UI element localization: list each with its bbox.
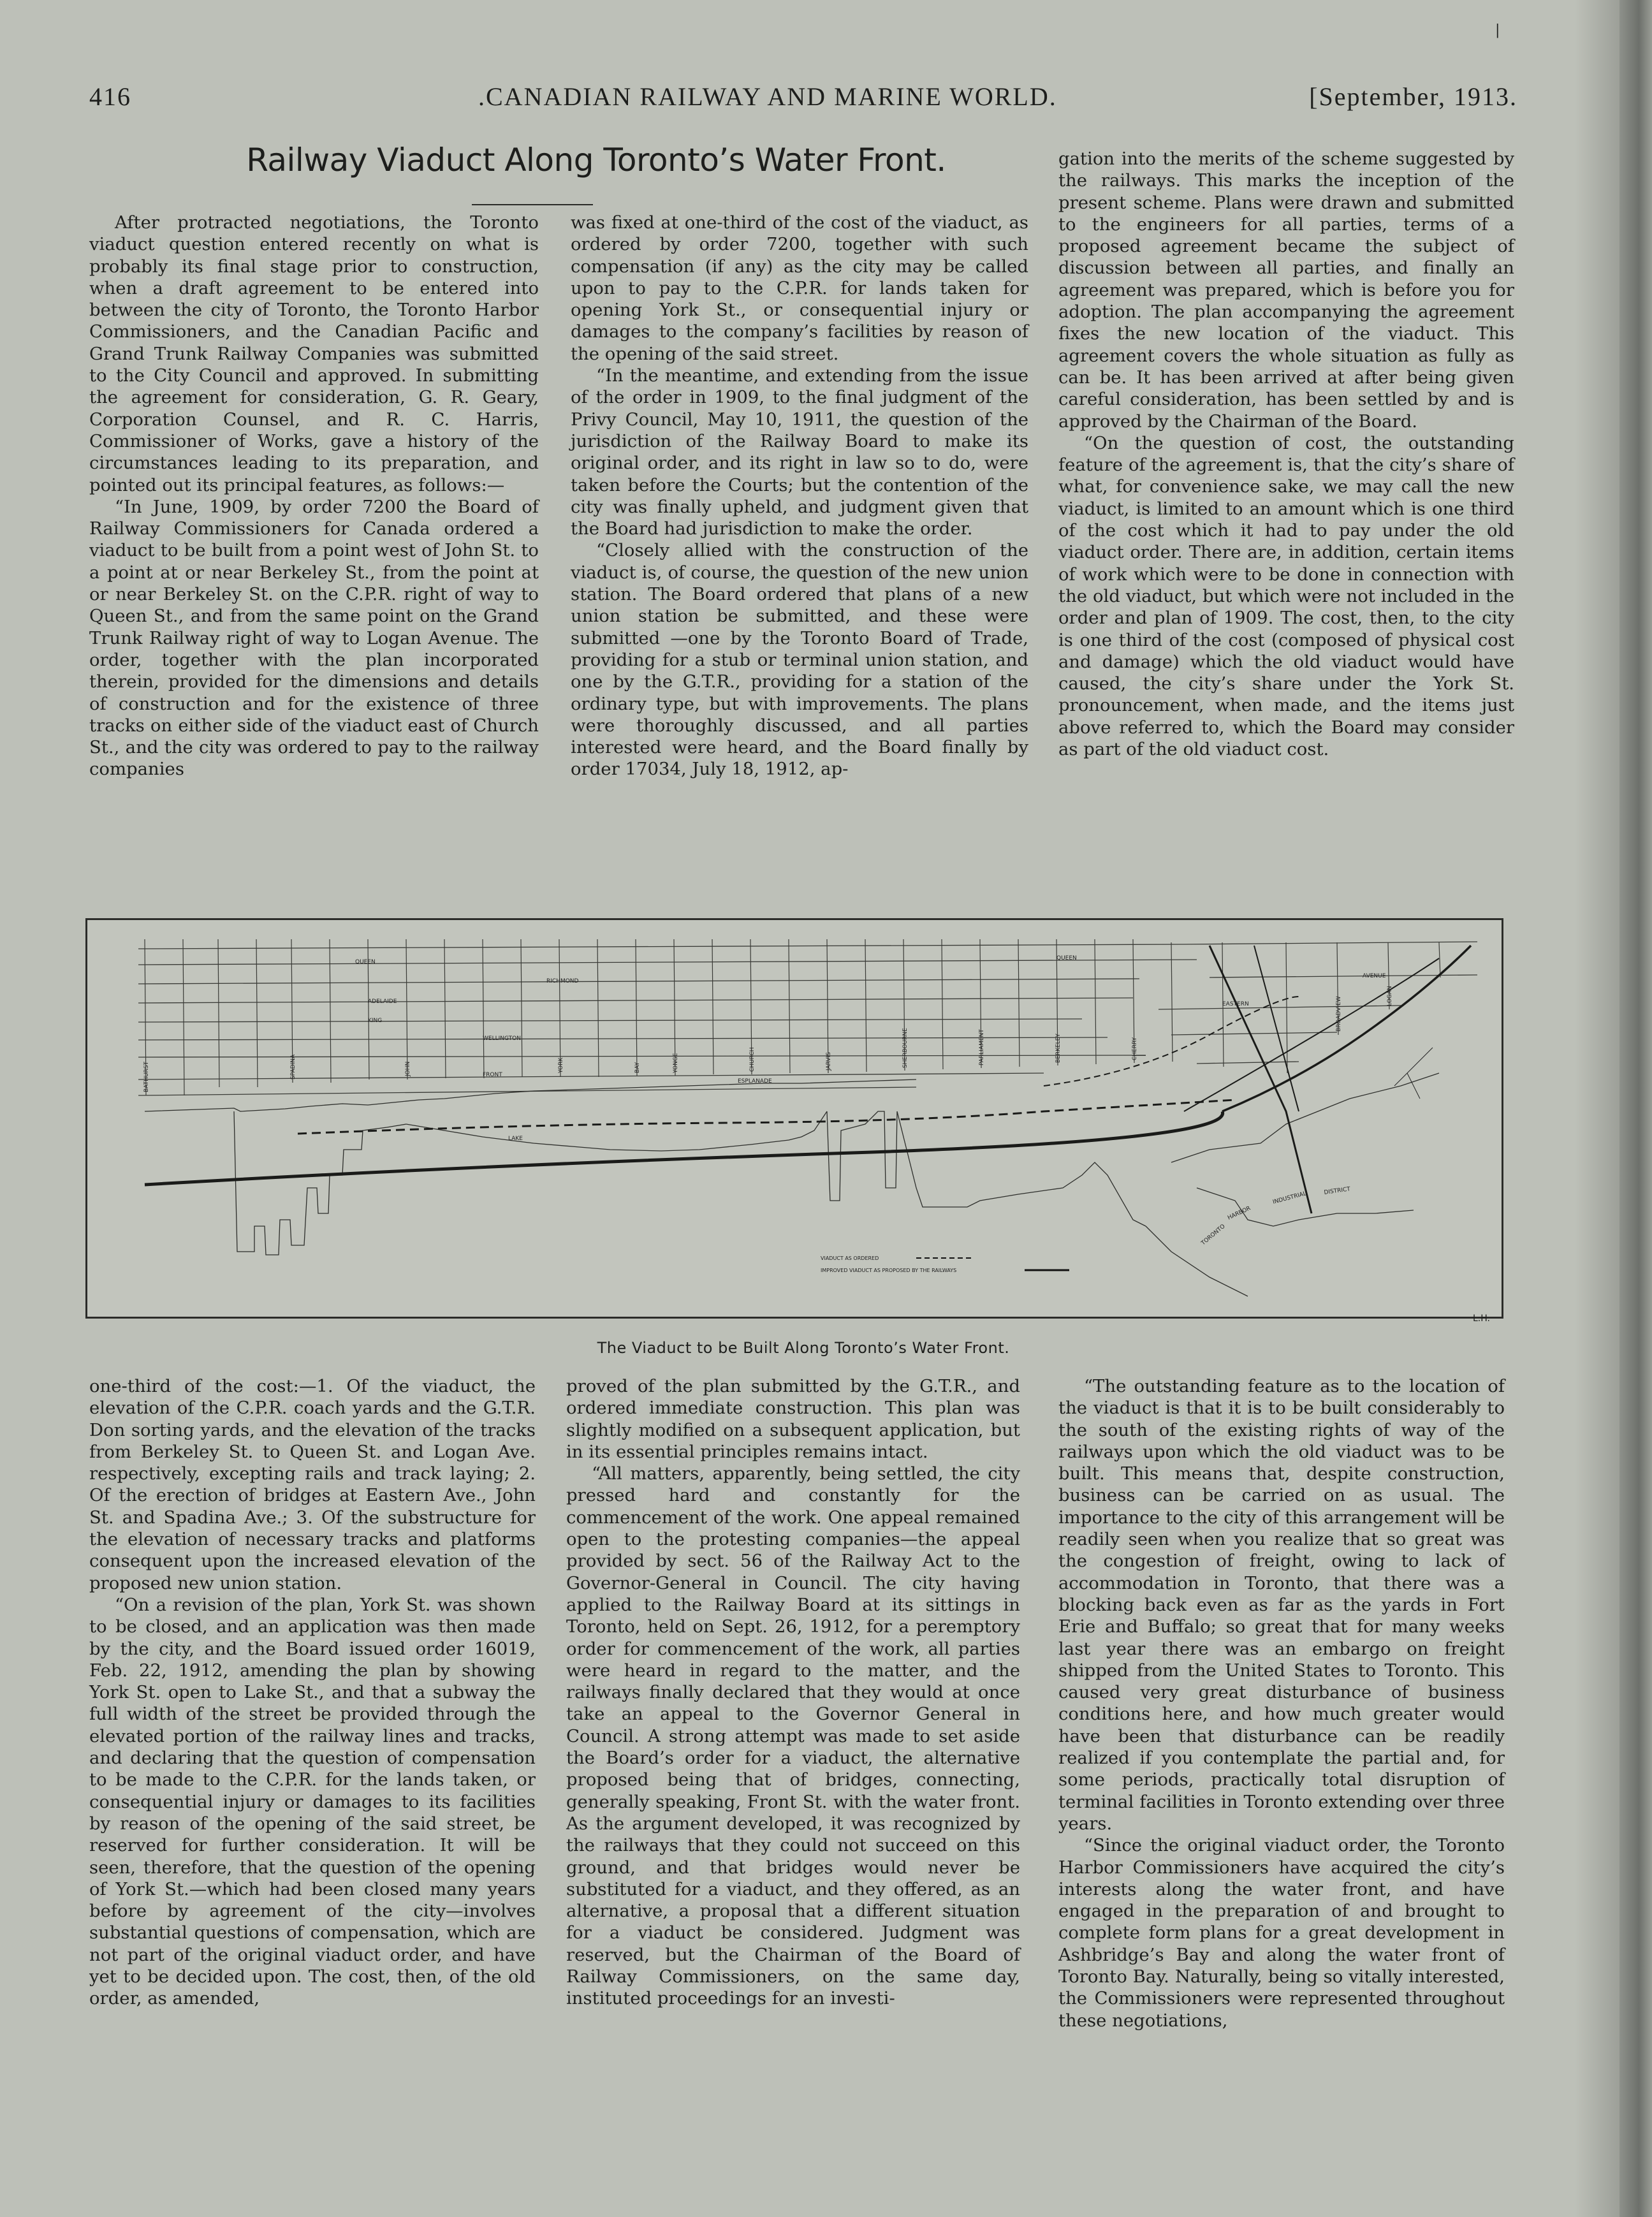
street-line xyxy=(138,1073,1044,1079)
street-label: CHERRY xyxy=(1132,1037,1138,1060)
column-top-middle xyxy=(571,212,1028,780)
street-label: DISTRICT xyxy=(1324,1186,1351,1196)
binding-gutter xyxy=(1619,0,1652,2217)
figure-caption: The Viaduct to be Built Along Toronto’s Water Front. xyxy=(597,1339,1010,1357)
street-label: TORONTO xyxy=(1200,1223,1227,1247)
journal-title: .CANADIAN RAILWAY AND MARINE WORLD. xyxy=(478,82,1057,111)
paragraph: “All matters, apparently, being settled, the city pressed hard and constantly for the commencement of the work. One appeal remained open to the protesting companies—the appeal provided by sect. 56 of the Railway Act to the Governor-General in Council. The city having applied to the Railway Board at its sittings in Toronto, held on Sept. 26, 1912, for a peremptory order for commencement of the work, all parties were heard in regard to the matter, and the railways finally declared that they would at once take an appeal to the Governor General in Council. A strong attempt was made to set aside the Board’s order for a viaduct, the alternative proposed being that of bridges, connecting, generally speaking, Front St. with the water front. As the argument developed, it was recognized by the railways that they could not succeed on this ground, and that bridges would never be substituted for a viaduct, and they offered, as an alternative, a proposal that a different situation for a viaduct be considered. Judgment was reserved, but the Chairman of the Board of Railway Commissioners, on the same day, instituted proceedings for an investi- xyxy=(566,1463,1020,2009)
street-line xyxy=(183,939,184,1095)
rail-curve xyxy=(1184,958,1439,1111)
map-credit: L.H. xyxy=(1473,1313,1490,1324)
compass-mark xyxy=(1394,1048,1433,1099)
paragraph: was fixed at one-third of the cost of the viaduct, as ordered by order 7200, together with such compensation (if any) as the city may be called upon to pay to the C.P.R. for lands taken for opening York St., or consequential injury or damages to the company’s facilities by reason of the opening of the said street. xyxy=(571,212,1028,364)
cross-streets xyxy=(145,939,1440,1095)
street-line xyxy=(1286,942,1287,1073)
water-line xyxy=(406,1111,827,1151)
street-line xyxy=(138,979,1139,984)
street-line xyxy=(406,939,407,1079)
street-line xyxy=(483,939,484,1078)
street-label: INDUSTRIAL xyxy=(1272,1190,1308,1206)
paragraph: “In June, 1909, by order 7200 the Board of Railway Commissioners for Canada ordered a viaduct to be built from a point west of John St. to a point at or near Berkeley St., from the point at or near Berkeley St. on the C.P.R. right of way to Queen St., and from the same point on the Grand Trunk Railway right of way to Logan Avenue. The order, together with the plan incorporated therein, provided for the dimensions and details of construction and for the existence of three tracks on either side of the viaduct east of Church St., and the city was ordered to pay to the railway companies xyxy=(89,496,539,780)
street-label: LOGAN xyxy=(1387,986,1393,1006)
paragraph: one-third of the cost:—1. Of the viaduct, the elevation of the C.P.R. coach yards and the G.T.R. Don sorting yards, and the elevation of the tracks from Berkeley St. to Queen St. and Logan Ave. respectively, excepting rails and track laying; 2. Of the erection of bridges at Eastern Ave., John St. and Spadina Ave.; 3. Of the substructure for the elevation of necessary tracks and platforms consequent upon the increased elevation of the proposed new union station. xyxy=(89,1376,536,1593)
street-label: ESPLANADE xyxy=(738,1078,772,1085)
shore-line xyxy=(897,1111,1146,1226)
rail-north xyxy=(1210,946,1312,1213)
street-labels xyxy=(143,955,1393,1247)
street-label: HARBOR xyxy=(1227,1205,1252,1222)
street-label: SPADINA xyxy=(290,1054,296,1079)
street-line xyxy=(444,939,446,1078)
street-label: BROADVIEW xyxy=(1336,996,1342,1032)
shore-line xyxy=(145,1079,916,1111)
street-line xyxy=(1439,942,1440,977)
map-legend xyxy=(821,1255,1069,1273)
column-bottom-left xyxy=(89,1375,536,2010)
street-label: JARVIS xyxy=(826,1052,832,1071)
street-label: ADELAIDE xyxy=(368,999,397,1005)
street-line xyxy=(218,939,219,1087)
street-line xyxy=(942,939,943,1069)
column-bottom-middle xyxy=(566,1375,1020,2010)
street-line xyxy=(1171,1032,1337,1035)
ordered-viaduct-line xyxy=(298,1100,1235,1134)
street-label: KING xyxy=(368,1018,383,1024)
compass-cross xyxy=(1407,1073,1420,1099)
column-top-left xyxy=(89,212,539,780)
page-edge-shadow xyxy=(1575,0,1619,2217)
railway-tracks xyxy=(145,946,1471,1213)
paragraph: “On the question of cost, the outstanding feature of the agreement is, that the city’s share of what, for convenience sake, we may call the new viaduct, is limited to an amount which is one third of the cost which it had to pay under the old viaduct order. There are, in addition, certain items of work which were to be done in connection with the old viaduct, but which were not included in the order and plan of 1909. The cost, then, to the city is one third of the cost (composed of physical cost and damage) which the old viaduct would have caused, the city’s share under the York St. pronouncement, when made, and the items just above referred to, which the Board may consider as part of the old viaduct cost. xyxy=(1058,432,1514,760)
shore-line xyxy=(1146,1223,1248,1296)
street-line xyxy=(712,939,713,1074)
street-line xyxy=(1171,942,1173,1062)
corner-mark: | xyxy=(1495,22,1500,38)
street-label: WELLINGTON xyxy=(483,1035,521,1042)
street-line xyxy=(138,1037,1107,1040)
street-label: BATHURST xyxy=(143,1062,150,1092)
shore-line xyxy=(1171,1073,1439,1162)
street-grid xyxy=(138,942,1477,1095)
article-title: Railway Viaduct Along Toronto’s Water Front. xyxy=(246,142,946,179)
map-drawing xyxy=(87,920,1502,1317)
street-line xyxy=(138,1019,1082,1022)
column-top-right xyxy=(1058,148,1514,760)
street-line xyxy=(138,944,1184,949)
page-number: 416 xyxy=(89,82,131,111)
street-line xyxy=(636,939,637,1076)
street-label: QUEEN xyxy=(355,959,376,965)
street-line xyxy=(865,939,866,1072)
street-label: BERKELEY xyxy=(1055,1034,1062,1063)
street-label: FRONT xyxy=(483,1072,502,1078)
column-bottom-right xyxy=(1058,1375,1505,2031)
street-line xyxy=(789,939,790,1073)
street-line xyxy=(138,960,1197,965)
street-label: PARLIAMENT xyxy=(979,1029,985,1065)
legend-proposed-label: IMPROVED VIADUCT AS PROPOSED BY THE RAILWAYS xyxy=(821,1268,957,1273)
street-label: RICHMOND xyxy=(546,978,579,984)
street-label: YONGE xyxy=(673,1053,679,1073)
running-header xyxy=(89,82,1517,120)
paragraph: gation into the merits of the scheme suggested by the railways. This marks the inception of the present scheme. Plans were drawn and submitted to the engineers for all parties, terms of a proposed agreement became the subject of discussion between all parties, and finally an agreement was prepared, which is before you for adoption. The plan accompanying the agreement fixes the new location of the viaduct. This agreement covers the whole situation as fully as can be. It has been arrived at after being given careful consideration, has been settled by and is approved by the Chairman of the Board. xyxy=(1058,149,1514,432)
title-rule xyxy=(472,204,593,205)
paragraph: proved of the plan submitted by the G.T.R., and ordered immediate construction. This plan was slightly modified on a subsequent application, but in its essential principles remains intact. xyxy=(566,1376,1020,1462)
paragraph: “Since the original viaduct order, the Toronto Harbor Commissioners have acquired the city’s interests along the water front, and have engaged in the preparation of and brought to complete form plans for a great development in Ashbridge’s Bay and along the water front of Toronto Bay. Naturally, being so vitally interested, the Commissioners were represented throughout these negotiations, xyxy=(1058,1835,1505,2031)
paragraph: After protracted negotiations, the Toronto viaduct question entered recently on what is probably its final stage prior to construction, when a draft agreement to be entered into between the city of Toronto, the Toronto Harbor Commissioners, and the Canadian Pacific and Grand Trunk Railway Companies was submitted to the City Council and approved. In submitting the agreement for consideration, G. R. Geary, Corporation Counsel, and R. C. Harris, Commissioner of Works, gave a history of the circumstances leading to its preparation, and pointed out its principal features, as follows:— xyxy=(89,212,539,495)
street-line xyxy=(1197,1062,1299,1064)
viaduct-map xyxy=(85,918,1503,1319)
street-line xyxy=(256,939,258,1087)
shoreline xyxy=(145,1073,1439,1296)
paragraph: “The outstanding feature as to the location of the viaduct is that it is to be built considerably to the south of the existing rights of way of the railways upon which the old viaduct was to be built. This means that, despite construction, business can be carried on as usual. The importance to the city of this arrangement will be readily seen when you realize that so great was the congestion of freight, owing to lack of accommodation in Toronto, that there was a blocking back even as far as the yards in Fort Erie and Buffalo; so great that for many weeks last year there was an embargo on freight shipped from the United States to Toronto. This caused very great disturbance of business conditions here, and how much greater would have been that disturbance can be readily realized if you contemplate the partial and, for some periods, practically total disruption of terminal facilities in Toronto extending over three years. xyxy=(1058,1376,1505,1834)
rail-dashed xyxy=(1044,997,1299,1086)
compass-arrow xyxy=(1394,1048,1433,1086)
street-label: YORK xyxy=(558,1057,564,1073)
rail-curve xyxy=(1222,946,1471,1111)
street-line xyxy=(330,939,331,1083)
issue-date: [September, 1913. xyxy=(1309,82,1517,111)
paragraph: “On a revision of the plan, York St. was shown to be closed, and an application was then made by the city, and the Board issued order 16019, Feb. 22, 1912, amending the plan by showing York St. open to Lake St., and that a subway the full width of the street be provided through the elevated portion of the railway lines and tracks, and declaring that the question of compensation to be made to the C.P.R. for the lands taken, or consequential injury or damages to its facilities by reason of the opening of the said street, be reserved for further consideration. It will be seen, therefore, that the question of the opening of York St.—which had been closed many years before by agreement of the city—involves substantial questions of compensation, which are not part of the original viaduct order, and have yet to be decided upon. The cost, then, of the old order, as amended, xyxy=(89,1594,536,2009)
street-line xyxy=(1095,939,1096,1064)
paragraph: “Closely allied with the construction of the viaduct is, of course, the question of the new union station. The Board ordered that plans of a new union station be submitted, and these were submitted —one by the Toronto Board of Trade, providing for a stub or terminal union station, and one by the G.T.R., providing for a station of the ordinary type, but with improvements. The plans were thoroughly discussed, and all parties interested were heard, and the Board finally by order 17034, July 18, 1912, ap- xyxy=(571,540,1028,780)
street-label: SHERBOURNE xyxy=(902,1028,909,1068)
street-line xyxy=(138,1055,1146,1057)
street-label: LAKE xyxy=(508,1136,523,1142)
street-label: AVENUE xyxy=(1363,973,1386,979)
street-label: CHURCH xyxy=(749,1047,756,1072)
street-label: QUEEN xyxy=(1056,955,1077,962)
street-line xyxy=(1018,939,1020,1067)
street-label: JOHN xyxy=(405,1061,411,1076)
street-label: EASTERN xyxy=(1222,1001,1249,1007)
street-line xyxy=(138,998,1133,1003)
street-line xyxy=(1184,942,1477,944)
legend-ordered-label: VIADUCT AS ORDERED xyxy=(821,1255,879,1261)
slip-line xyxy=(827,1111,897,1201)
paragraph: “In the meantime, and extending from the issue of the order in 1909, to the final judgment of the Privy Council, May 10, 1911, the question of the jurisdiction of the Railway Board to make its original order, and its right in law so to do, were taken before the Courts; but the contention of the city was finally upheld, and judgment given that the Board had jurisdiction to make the order. xyxy=(571,365,1028,539)
street-label: BAY xyxy=(634,1062,641,1073)
